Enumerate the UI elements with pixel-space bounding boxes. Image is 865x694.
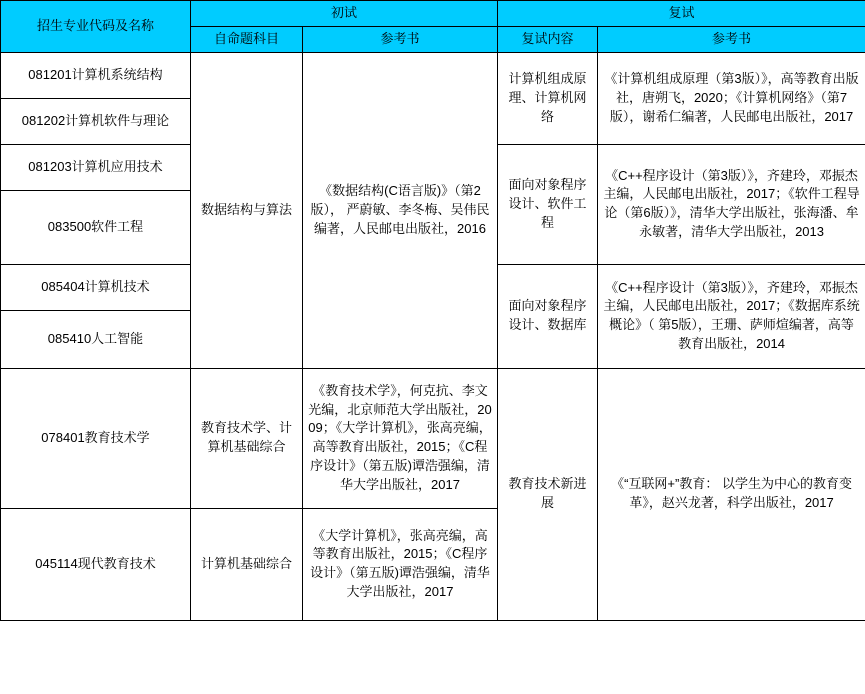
header-reference-book-first: 参考书 <box>303 26 498 52</box>
table-row <box>1 368 865 508</box>
major-name: 085410人工智能 <box>1 310 191 368</box>
retest-content-1: 计算机组成原理、计算机网络 <box>498 52 598 144</box>
retest-content-edu-tech: 教育技术新进展 <box>498 368 598 620</box>
reference-book-first-edu-tech: 《教育技术学》，何克抗、李文光编，北京师范大学出版社，2009；《大学计算机》，张高亮编，高等教育出版社，2015；《C程序设计》（第五版)谭浩强编，清华大学出版社，2017 <box>303 368 498 508</box>
reference-book-first-modern-edu-tech: 《大学计算机》，张高亮编，高等教育出版社，2015；《C程序设计》（第五版)谭浩强编，清华大学出版社，2017 <box>303 508 498 620</box>
major-name: 085404计算机技术 <box>1 264 191 310</box>
major-name: 081203计算机应用技术 <box>1 144 191 190</box>
self-proposition-subject-edu-tech: 教育技术学、计算机基础综合 <box>191 368 303 508</box>
major-name: 078401教育技术学 <box>1 368 191 508</box>
retest-books-1: 《计算机组成原理（第3版）》，高等教育出版社，唐朔飞，2020；《计算机网络》（第7 版），谢希仁编著，人民邮电出版社，2017 <box>598 52 865 144</box>
header-retest: 复试 <box>498 1 865 27</box>
self-proposition-subject-group1: 数据结构与算法 <box>191 52 303 368</box>
retest-content-2: 面向对象程序设计、软件工程 <box>498 144 598 264</box>
major-name: 045114现代教育技术 <box>1 508 191 620</box>
header-major-column: 招生专业代码及名称 <box>1 1 191 53</box>
retest-content-3: 面向对象程序设计、数据库 <box>498 264 598 368</box>
self-proposition-subject-modern-edu-tech: 计算机基础综合 <box>191 508 303 620</box>
header-reference-book-retest: 参考书 <box>598 26 865 52</box>
table-header-row-1 <box>1 1 865 27</box>
major-name: 083500软件工程 <box>1 190 191 264</box>
retest-books-edu-tech: 《“互联网+”教育： 以学生为中心的教育变革》，赵兴龙著，科学出版社，2017 <box>598 368 865 620</box>
header-retest-content: 复试内容 <box>498 26 598 52</box>
retest-books-3: 《C++程序设计（第3版）》，齐建玲，邓振杰主编，人民邮电出版社，2017；《数据库系统概论》（ 第5版），王珊、萨师煊编著，高等教育出版社，2014 <box>598 264 865 368</box>
retest-books-2: 《C++程序设计（第3版）》，齐建玲，邓振杰主编，人民邮电出版社，2017；《软件工程导论（第6版）》，清华大学出版社，张海潘、牟永敏著，清华大学出版社，2013 <box>598 144 865 264</box>
header-first-exam: 初试 <box>191 1 498 27</box>
major-name: 081202计算机软件与理论 <box>1 98 191 144</box>
table-row <box>1 52 865 98</box>
header-self-proposition-subject: 自命题科目 <box>191 26 303 52</box>
major-name: 081201计算机系统结构 <box>1 52 191 98</box>
reference-book-first-group1: 《数据结构(C语言版)》（第2版）， 严蔚敏、李冬梅、吴伟民编著，人民邮电出版社，2016 <box>303 52 498 368</box>
